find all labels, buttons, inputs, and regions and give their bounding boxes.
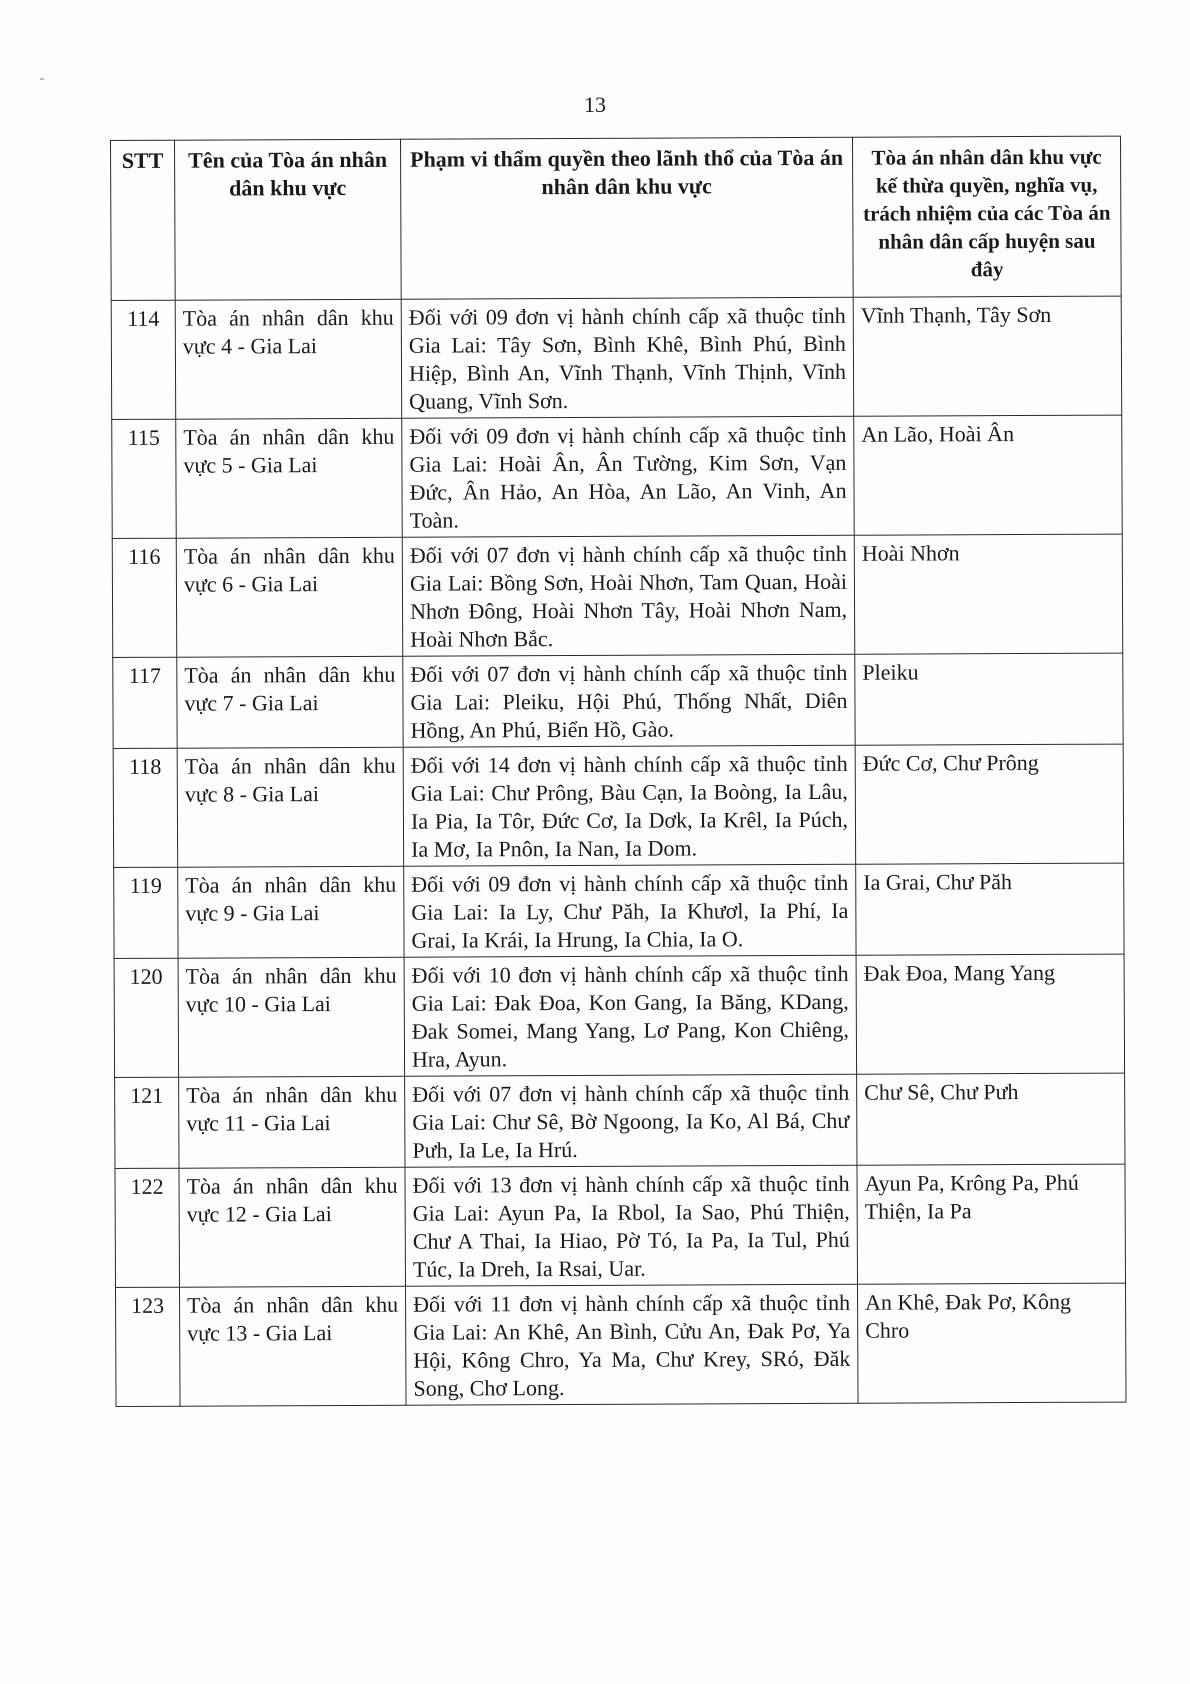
cell-scope: Đối với 14 đơn vị hành chính cấp xã thuộc tỉnh Gia Lai: Chư Prông, Bàu Cạn, Ia Boòng, Ia Lâu, Ia Pia, Ia Tôr, Đức Cơ, Ia Dơk, Ia Krêl, Ia Púch, Ia Mơ, Ia Pnôn, Ia Nan, Ia Dom. bbox=[403, 745, 856, 866]
table-row bbox=[112, 534, 1123, 657]
table-row bbox=[115, 1164, 1126, 1287]
cell-stt: 119 bbox=[114, 867, 178, 958]
cell-successor: An Lão, Hoài Ân bbox=[854, 415, 1123, 535]
table-row bbox=[113, 653, 1123, 748]
cell-scope: Đối với 11 đơn vị hành chính cấp xã thuộc tỉnh Gia Lai: An Khê, An Bình, Cửu An, Đak Pơ, Ya Hội, Kông Chro, Ya Ma, Chư Krey, SRó, Đăk Song, Chơ Long. bbox=[406, 1284, 859, 1405]
cell-successor: Đức Cơ, Chư Prông bbox=[855, 744, 1124, 864]
table-row bbox=[112, 415, 1123, 538]
cell-stt: 114 bbox=[111, 300, 176, 419]
table-header-row bbox=[111, 136, 1122, 300]
cell-stt: 121 bbox=[115, 1077, 179, 1168]
cell-scope: Đối với 07 đơn vị hành chính cấp xã thuộc tỉnh Gia Lai: Bồng Sơn, Hoài Nhơn, Tam Quan, Hoài Nhơn Đông, Hoài Nhơn Tây, Hoài Nhơn Nam, Hoài Nhơn Bắc. bbox=[402, 535, 855, 656]
table-row bbox=[113, 744, 1124, 867]
table-row bbox=[111, 296, 1122, 419]
header-court-name: Tên của Tòa án nhân dân khu vực bbox=[175, 139, 402, 300]
cell-successor: Đak Đoa, Mang Yang bbox=[856, 954, 1125, 1074]
cell-stt: 117 bbox=[113, 657, 177, 748]
cell-court-name: Tòa án nhân dân khu vực 11 - Gia Lai bbox=[179, 1076, 405, 1168]
cell-court-name: Tòa án nhân dân khu vực 13 - Gia Lai bbox=[180, 1286, 407, 1406]
cell-scope: Đối với 07 đơn vị hành chính cấp xã thuộc tỉnh Gia Lai: Chư Sê, Bờ Ngoong, Ia Ko, Al Bá, Chư Pưh, Ia Le, Ia Hrú. bbox=[405, 1074, 857, 1167]
cell-court-name: Tòa án nhân dân khu vực 12 - Gia Lai bbox=[179, 1167, 406, 1287]
cell-successor: Ia Grai, Chư Păh bbox=[856, 863, 1124, 955]
scan-speck bbox=[40, 78, 44, 80]
cell-stt: 116 bbox=[112, 538, 177, 657]
header-territorial-scope: Phạm vi thẩm quyền theo lãnh thổ của Tòa án nhân dân khu vực bbox=[400, 137, 853, 299]
table-row bbox=[115, 1073, 1125, 1168]
cell-successor: Ayun Pa, Krông Pa, Phú Thiện, Ia Pa bbox=[857, 1164, 1126, 1284]
cell-successor: Vĩnh Thạnh, Tây Sơn bbox=[853, 296, 1122, 416]
table-row bbox=[116, 1283, 1127, 1406]
cell-court-name: Tòa án nhân dân khu vực 4 - Gia Lai bbox=[175, 299, 402, 419]
cell-court-name: Tòa án nhân dân khu vực 10 - Gia Lai bbox=[178, 957, 405, 1077]
cell-scope: Đối với 09 đơn vị hành chính cấp xã thuộc tỉnh Gia Lai: Tây Sơn, Bình Khê, Bình Phú, Bình Hiệp, Bình An, Vĩnh Thạnh, Vĩnh Thịnh, Vĩnh Quang, Vĩnh Sơn. bbox=[401, 297, 854, 418]
cell-stt: 122 bbox=[115, 1168, 180, 1287]
cell-court-name: Tòa án nhân dân khu vực 9 - Gia Lai bbox=[178, 866, 404, 958]
cell-court-name: Tòa án nhân dân khu vực 6 - Gia Lai bbox=[176, 537, 403, 657]
cell-successor: Chư Sê, Chư Pưh bbox=[857, 1073, 1125, 1165]
cell-court-name: Tòa án nhân dân khu vực 8 - Gia Lai bbox=[177, 747, 404, 867]
cell-stt: 120 bbox=[114, 958, 179, 1077]
cell-stt: 123 bbox=[116, 1287, 181, 1406]
table-row bbox=[114, 954, 1125, 1077]
cell-court-name: Tòa án nhân dân khu vực 5 - Gia Lai bbox=[176, 418, 403, 538]
cell-stt: 118 bbox=[113, 748, 178, 867]
cell-successor: Pleiku bbox=[855, 653, 1123, 745]
court-jurisdiction-table bbox=[110, 136, 1127, 1407]
cell-scope: Đối với 13 đơn vị hành chính cấp xã thuộc tỉnh Gia Lai: Ayun Pa, Ia Rbol, Ia Sao, Phú Thiện, Chư A Thai, Ia Hiao, Pờ Tó, Ia Pa, Ia Tul, Phú Túc, Ia Dreh, Ia Rsai, Uar. bbox=[405, 1165, 858, 1286]
cell-scope: Đối với 09 đơn vị hành chính cấp xã thuộc tỉnh Gia Lai: Hoài Ân, Ân Tường, Kim Sơn, Vạn Đức, Ân Hảo, An Hòa, An Lão, An Vinh, An Toàn. bbox=[402, 416, 855, 537]
cell-successor: Hoài Nhơn bbox=[854, 534, 1123, 654]
header-stt: STT bbox=[111, 140, 176, 300]
cell-successor: An Khê, Đak Pơ, Kông Chro bbox=[857, 1283, 1126, 1403]
cell-scope: Đối với 07 đơn vị hành chính cấp xã thuộc tỉnh Gia Lai: Pleiku, Hội Phú, Thống Nhất, Diên Hồng, An Phú, Biển Hồ, Gào. bbox=[403, 654, 855, 747]
page-number: 13 bbox=[584, 92, 606, 117]
header-successor-courts: Tòa án nhân dân khu vực kế thừa quyền, nghĩa vụ, trách nhiệm của các Tòa án nhân dân cấp huyện sau đây bbox=[852, 136, 1121, 297]
table-row bbox=[114, 863, 1124, 958]
cell-scope: Đối với 09 đơn vị hành chính cấp xã thuộc tỉnh Gia Lai: Ia Ly, Chư Păh, Ia Khươl, Ia Phí, Ia Grai, Ia Krái, Ia Hrung, Ia Chia, Ia O. bbox=[404, 864, 856, 957]
cell-scope: Đối với 10 đơn vị hành chính cấp xã thuộc tỉnh Gia Lai: Đak Đoa, Kon Gang, Ia Băng, KDang, Đak Somei, Mang Yang, Lơ Pang, Kon Chiêng, Hra, Ayun. bbox=[404, 955, 857, 1076]
cell-stt: 115 bbox=[112, 419, 177, 538]
cell-court-name: Tòa án nhân dân khu vực 7 - Gia Lai bbox=[177, 656, 403, 748]
